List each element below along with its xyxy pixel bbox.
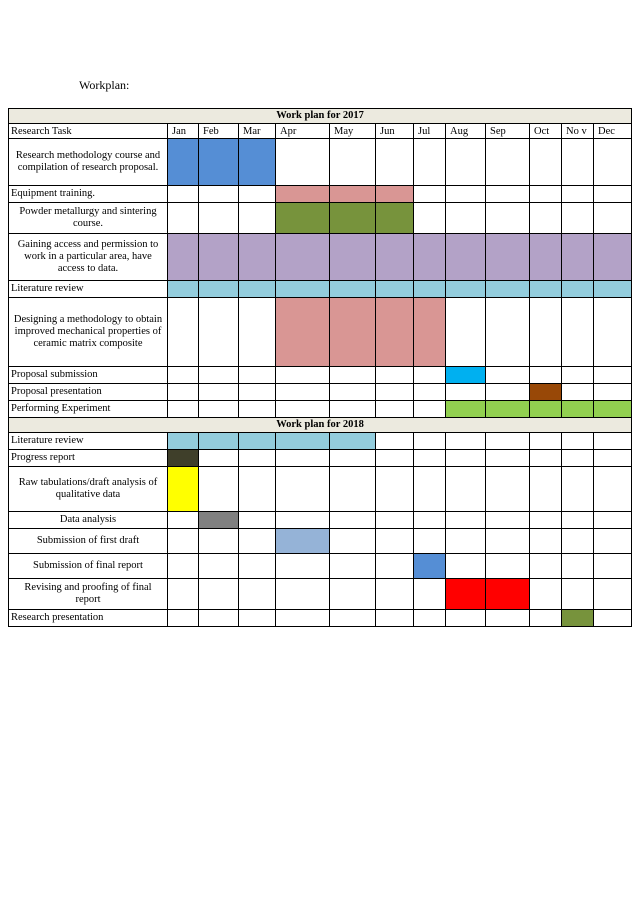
gantt-empty-cell bbox=[562, 529, 594, 554]
gantt-empty-cell bbox=[168, 186, 199, 203]
gantt-bar-cell bbox=[376, 234, 414, 281]
gantt-bar-cell bbox=[199, 139, 239, 186]
task-row bbox=[9, 139, 632, 186]
gantt-bar-cell bbox=[330, 433, 376, 450]
month-header: Jun bbox=[376, 124, 414, 139]
gantt-bar-cell bbox=[562, 234, 594, 281]
gantt-empty-cell bbox=[168, 554, 199, 579]
column-header-row bbox=[9, 124, 632, 139]
gantt-bar-cell bbox=[376, 298, 414, 367]
task-label: Research methodology course and compilation of research proposal. bbox=[9, 139, 168, 186]
gantt-empty-cell bbox=[239, 203, 276, 234]
task-row bbox=[9, 384, 632, 401]
gantt-empty-cell bbox=[486, 450, 530, 467]
gantt-bar-cell bbox=[199, 512, 239, 529]
gantt-empty-cell bbox=[446, 512, 486, 529]
gantt-empty-cell bbox=[276, 610, 330, 627]
gantt-bar-cell bbox=[486, 281, 530, 298]
gantt-empty-cell bbox=[276, 367, 330, 384]
gantt-empty-cell bbox=[239, 298, 276, 367]
gantt-empty-cell bbox=[376, 139, 414, 186]
gantt-empty-cell bbox=[239, 610, 276, 627]
task-label: Gaining access and permission to work in a particular area, have access to data. bbox=[9, 234, 168, 281]
gantt-empty-cell bbox=[446, 433, 486, 450]
gantt-empty-cell bbox=[199, 203, 239, 234]
month-header: Jan bbox=[168, 124, 199, 139]
gantt-bar-cell bbox=[330, 203, 376, 234]
gantt-empty-cell bbox=[168, 610, 199, 627]
gantt-bar-cell bbox=[446, 579, 486, 610]
gantt-empty-cell bbox=[446, 186, 486, 203]
task-row bbox=[9, 554, 632, 579]
page-heading: Workplan: bbox=[79, 78, 130, 92]
gantt-empty-cell bbox=[376, 579, 414, 610]
month-header: Jul bbox=[414, 124, 446, 139]
gantt-empty-cell bbox=[239, 467, 276, 512]
task-row bbox=[9, 234, 632, 281]
gantt-empty-cell bbox=[168, 298, 199, 367]
gantt-empty-cell bbox=[276, 139, 330, 186]
gantt-empty-cell bbox=[414, 529, 446, 554]
gantt-empty-cell bbox=[376, 529, 414, 554]
gantt-empty-cell bbox=[446, 554, 486, 579]
gantt-empty-cell bbox=[446, 384, 486, 401]
gantt-empty-cell bbox=[330, 512, 376, 529]
gantt-empty-cell bbox=[168, 529, 199, 554]
task-label: Progress report bbox=[9, 450, 168, 467]
gantt-empty-cell bbox=[239, 554, 276, 579]
gantt-empty-cell bbox=[486, 367, 530, 384]
gantt-bar-cell bbox=[376, 281, 414, 298]
gantt-bar-cell bbox=[168, 281, 199, 298]
gantt-empty-cell bbox=[446, 610, 486, 627]
gantt-bar-cell bbox=[414, 234, 446, 281]
year-title-row bbox=[9, 109, 632, 124]
gantt-bar-cell bbox=[199, 433, 239, 450]
gantt-empty-cell bbox=[530, 186, 562, 203]
gantt-empty-cell bbox=[199, 367, 239, 384]
task-label: Proposal presentation bbox=[9, 384, 168, 401]
gantt-empty-cell bbox=[562, 579, 594, 610]
gantt-empty-cell bbox=[199, 579, 239, 610]
gantt-empty-cell bbox=[330, 467, 376, 512]
gantt-empty-cell bbox=[446, 529, 486, 554]
gantt-empty-cell bbox=[486, 529, 530, 554]
gantt-empty-cell bbox=[414, 401, 446, 418]
gantt-empty-cell bbox=[530, 610, 562, 627]
gantt-bar-cell bbox=[239, 281, 276, 298]
gantt-empty-cell bbox=[376, 367, 414, 384]
gantt-empty-cell bbox=[330, 367, 376, 384]
gantt-empty-cell bbox=[594, 367, 632, 384]
gantt-empty-cell bbox=[276, 579, 330, 610]
month-header: Mar bbox=[239, 124, 276, 139]
gantt-bar-cell bbox=[562, 281, 594, 298]
task-label: Powder metallurgy and sintering course. bbox=[9, 203, 168, 234]
gantt-empty-cell bbox=[414, 610, 446, 627]
gantt-empty-cell bbox=[562, 554, 594, 579]
gantt-empty-cell bbox=[330, 450, 376, 467]
task-row bbox=[9, 529, 632, 554]
gantt-empty-cell bbox=[530, 298, 562, 367]
gantt-bar-cell bbox=[168, 467, 199, 512]
gantt-empty-cell bbox=[486, 433, 530, 450]
gantt-empty-cell bbox=[330, 401, 376, 418]
gantt-bar-cell bbox=[376, 203, 414, 234]
month-header: Sep bbox=[486, 124, 530, 139]
gantt-empty-cell bbox=[446, 139, 486, 186]
gantt-bar-cell bbox=[276, 281, 330, 298]
gantt-empty-cell bbox=[376, 384, 414, 401]
task-label: Submission of first draft bbox=[9, 529, 168, 554]
gantt-empty-cell bbox=[562, 384, 594, 401]
gantt-empty-cell bbox=[530, 554, 562, 579]
gantt-empty-cell bbox=[530, 139, 562, 186]
task-label: Proposal submission bbox=[9, 367, 168, 384]
gantt-bar-cell bbox=[530, 401, 562, 418]
gantt-empty-cell bbox=[376, 401, 414, 418]
gantt-empty-cell bbox=[594, 433, 632, 450]
gantt-empty-cell bbox=[562, 433, 594, 450]
gantt-empty-cell bbox=[376, 450, 414, 467]
gantt-empty-cell bbox=[594, 554, 632, 579]
gantt-empty-cell bbox=[276, 450, 330, 467]
gantt-empty-cell bbox=[199, 298, 239, 367]
gantt-bar-cell bbox=[486, 234, 530, 281]
month-header: Feb bbox=[199, 124, 239, 139]
task-label: Literature review bbox=[9, 433, 168, 450]
gantt-empty-cell bbox=[376, 512, 414, 529]
gantt-bar-cell bbox=[276, 298, 330, 367]
gantt-empty-cell bbox=[594, 203, 632, 234]
gantt-bar-cell bbox=[446, 367, 486, 384]
gantt-empty-cell bbox=[330, 384, 376, 401]
gantt-empty-cell bbox=[594, 384, 632, 401]
gantt-bar-cell bbox=[530, 281, 562, 298]
gantt-bar-cell bbox=[168, 234, 199, 281]
gantt-empty-cell bbox=[376, 554, 414, 579]
gantt-empty-cell bbox=[199, 529, 239, 554]
gantt-bar-cell bbox=[168, 450, 199, 467]
task-row bbox=[9, 579, 632, 610]
gantt-empty-cell bbox=[486, 139, 530, 186]
gantt-empty-cell bbox=[330, 529, 376, 554]
gantt-empty-cell bbox=[414, 203, 446, 234]
gantt-bar-cell bbox=[530, 234, 562, 281]
task-row bbox=[9, 186, 632, 203]
gantt-empty-cell bbox=[199, 610, 239, 627]
gantt-empty-cell bbox=[414, 450, 446, 467]
gantt-empty-cell bbox=[199, 554, 239, 579]
task-row bbox=[9, 298, 632, 367]
gantt-empty-cell bbox=[239, 384, 276, 401]
gantt-empty-cell bbox=[239, 529, 276, 554]
task-row bbox=[9, 367, 632, 384]
gantt-bar-cell bbox=[276, 203, 330, 234]
task-label: Data analysis bbox=[9, 512, 168, 529]
gantt-empty-cell bbox=[239, 579, 276, 610]
gantt-bar-cell bbox=[276, 186, 330, 203]
gantt-empty-cell bbox=[276, 401, 330, 418]
gantt-empty-cell bbox=[562, 367, 594, 384]
gantt-bar-cell bbox=[594, 401, 632, 418]
gantt-empty-cell bbox=[562, 298, 594, 367]
gantt-empty-cell bbox=[594, 450, 632, 467]
task-label: Performing Experiment bbox=[9, 401, 168, 418]
gantt-bar-cell bbox=[239, 139, 276, 186]
month-header: Aug bbox=[446, 124, 486, 139]
gantt-empty-cell bbox=[276, 467, 330, 512]
year-title: Work plan for 2017 bbox=[9, 109, 632, 124]
task-label: Revising and proofing of final report bbox=[9, 579, 168, 610]
gantt-empty-cell bbox=[199, 384, 239, 401]
gantt-bar-cell bbox=[414, 298, 446, 367]
gantt-empty-cell bbox=[330, 610, 376, 627]
gantt-bar-cell bbox=[239, 433, 276, 450]
gantt-empty-cell bbox=[276, 512, 330, 529]
gantt-bar-cell bbox=[414, 281, 446, 298]
month-header: Oct bbox=[530, 124, 562, 139]
gantt-empty-cell bbox=[562, 512, 594, 529]
gantt-empty-cell bbox=[562, 203, 594, 234]
research-task-header: Research Task bbox=[9, 124, 168, 139]
task-row bbox=[9, 401, 632, 418]
gantt-empty-cell bbox=[486, 467, 530, 512]
gantt-empty-cell bbox=[376, 467, 414, 512]
task-row bbox=[9, 433, 632, 450]
gantt-empty-cell bbox=[330, 554, 376, 579]
gantt-bar-cell bbox=[562, 401, 594, 418]
workplan-table bbox=[8, 108, 632, 627]
gantt-empty-cell bbox=[446, 203, 486, 234]
month-header: No v bbox=[562, 124, 594, 139]
gantt-empty-cell bbox=[414, 433, 446, 450]
gantt-empty-cell bbox=[239, 450, 276, 467]
gantt-bar-cell bbox=[239, 234, 276, 281]
task-label: Designing a methodology to obtain improved mechanical properties of ceramic matrix composite bbox=[9, 298, 168, 367]
gantt-empty-cell bbox=[486, 512, 530, 529]
gantt-empty-cell bbox=[486, 186, 530, 203]
gantt-empty-cell bbox=[168, 384, 199, 401]
gantt-empty-cell bbox=[168, 579, 199, 610]
gantt-empty-cell bbox=[414, 367, 446, 384]
gantt-bar-cell bbox=[276, 433, 330, 450]
gantt-empty-cell bbox=[199, 186, 239, 203]
gantt-empty-cell bbox=[594, 610, 632, 627]
gantt-empty-cell bbox=[276, 384, 330, 401]
gantt-empty-cell bbox=[530, 367, 562, 384]
month-header: May bbox=[330, 124, 376, 139]
gantt-empty-cell bbox=[446, 298, 486, 367]
gantt-empty-cell bbox=[486, 298, 530, 367]
gantt-bar-cell bbox=[330, 186, 376, 203]
gantt-empty-cell bbox=[414, 467, 446, 512]
task-row bbox=[9, 467, 632, 512]
gantt-empty-cell bbox=[530, 433, 562, 450]
gantt-bar-cell bbox=[486, 579, 530, 610]
gantt-empty-cell bbox=[594, 186, 632, 203]
gantt-empty-cell bbox=[168, 367, 199, 384]
gantt-bar-cell bbox=[276, 529, 330, 554]
gantt-empty-cell bbox=[486, 384, 530, 401]
gantt-empty-cell bbox=[239, 401, 276, 418]
gantt-empty-cell bbox=[594, 579, 632, 610]
gantt-empty-cell bbox=[199, 401, 239, 418]
gantt-empty-cell bbox=[530, 467, 562, 512]
gantt-bar-cell bbox=[530, 384, 562, 401]
gantt-empty-cell bbox=[562, 467, 594, 512]
task-label: Literature review bbox=[9, 281, 168, 298]
task-label: Submission of final report bbox=[9, 554, 168, 579]
gantt-bar-cell bbox=[330, 281, 376, 298]
gantt-empty-cell bbox=[486, 610, 530, 627]
gantt-empty-cell bbox=[530, 512, 562, 529]
gantt-empty-cell bbox=[562, 450, 594, 467]
gantt-empty-cell bbox=[168, 401, 199, 418]
month-header: Dec bbox=[594, 124, 632, 139]
gantt-empty-cell bbox=[594, 512, 632, 529]
gantt-bar-cell bbox=[486, 401, 530, 418]
gantt-empty-cell bbox=[276, 554, 330, 579]
year-title: Work plan for 2018 bbox=[9, 418, 632, 433]
gantt-empty-cell bbox=[239, 512, 276, 529]
gantt-bar-cell bbox=[446, 234, 486, 281]
gantt-empty-cell bbox=[530, 579, 562, 610]
month-header: Apr bbox=[276, 124, 330, 139]
gantt-bar-cell bbox=[594, 234, 632, 281]
gantt-empty-cell bbox=[239, 186, 276, 203]
gantt-empty-cell bbox=[594, 529, 632, 554]
gantt-bar-cell bbox=[199, 281, 239, 298]
gantt-bar-cell bbox=[330, 234, 376, 281]
gantt-bar-cell bbox=[276, 234, 330, 281]
gantt-empty-cell bbox=[199, 467, 239, 512]
gantt-empty-cell bbox=[594, 298, 632, 367]
gantt-empty-cell bbox=[414, 186, 446, 203]
gantt-empty-cell bbox=[330, 579, 376, 610]
task-label: Raw tabulations/draft analysis of qualitative data bbox=[9, 467, 168, 512]
gantt-bar-cell bbox=[376, 186, 414, 203]
gantt-empty-cell bbox=[530, 203, 562, 234]
gantt-bar-cell bbox=[199, 234, 239, 281]
gantt-bar-cell bbox=[594, 281, 632, 298]
task-row bbox=[9, 203, 632, 234]
gantt-bar-cell bbox=[446, 401, 486, 418]
gantt-empty-cell bbox=[486, 554, 530, 579]
gantt-bar-cell bbox=[330, 298, 376, 367]
gantt-empty-cell bbox=[376, 610, 414, 627]
gantt-empty-cell bbox=[414, 384, 446, 401]
gantt-empty-cell bbox=[594, 139, 632, 186]
gantt-bar-cell bbox=[168, 433, 199, 450]
gantt-empty-cell bbox=[446, 450, 486, 467]
gantt-bar-cell bbox=[168, 139, 199, 186]
task-row bbox=[9, 512, 632, 529]
gantt-empty-cell bbox=[530, 529, 562, 554]
gantt-bar-cell bbox=[414, 554, 446, 579]
gantt-empty-cell bbox=[199, 450, 239, 467]
gantt-bar-cell bbox=[562, 610, 594, 627]
gantt-bar-cell bbox=[446, 281, 486, 298]
gantt-empty-cell bbox=[414, 512, 446, 529]
task-label: Research presentation bbox=[9, 610, 168, 627]
gantt-empty-cell bbox=[486, 203, 530, 234]
gantt-empty-cell bbox=[168, 203, 199, 234]
task-row bbox=[9, 610, 632, 627]
gantt-empty-cell bbox=[530, 450, 562, 467]
gantt-empty-cell bbox=[330, 139, 376, 186]
gantt-empty-cell bbox=[168, 512, 199, 529]
gantt-empty-cell bbox=[414, 139, 446, 186]
gantt-empty-cell bbox=[594, 467, 632, 512]
task-label: Equipment training. bbox=[9, 186, 168, 203]
gantt-empty-cell bbox=[562, 139, 594, 186]
gantt-empty-cell bbox=[414, 579, 446, 610]
task-row bbox=[9, 450, 632, 467]
gantt-empty-cell bbox=[562, 186, 594, 203]
year-title-row bbox=[9, 418, 632, 433]
task-row bbox=[9, 281, 632, 298]
gantt-empty-cell bbox=[446, 467, 486, 512]
gantt-empty-cell bbox=[376, 433, 414, 450]
gantt-empty-cell bbox=[239, 367, 276, 384]
